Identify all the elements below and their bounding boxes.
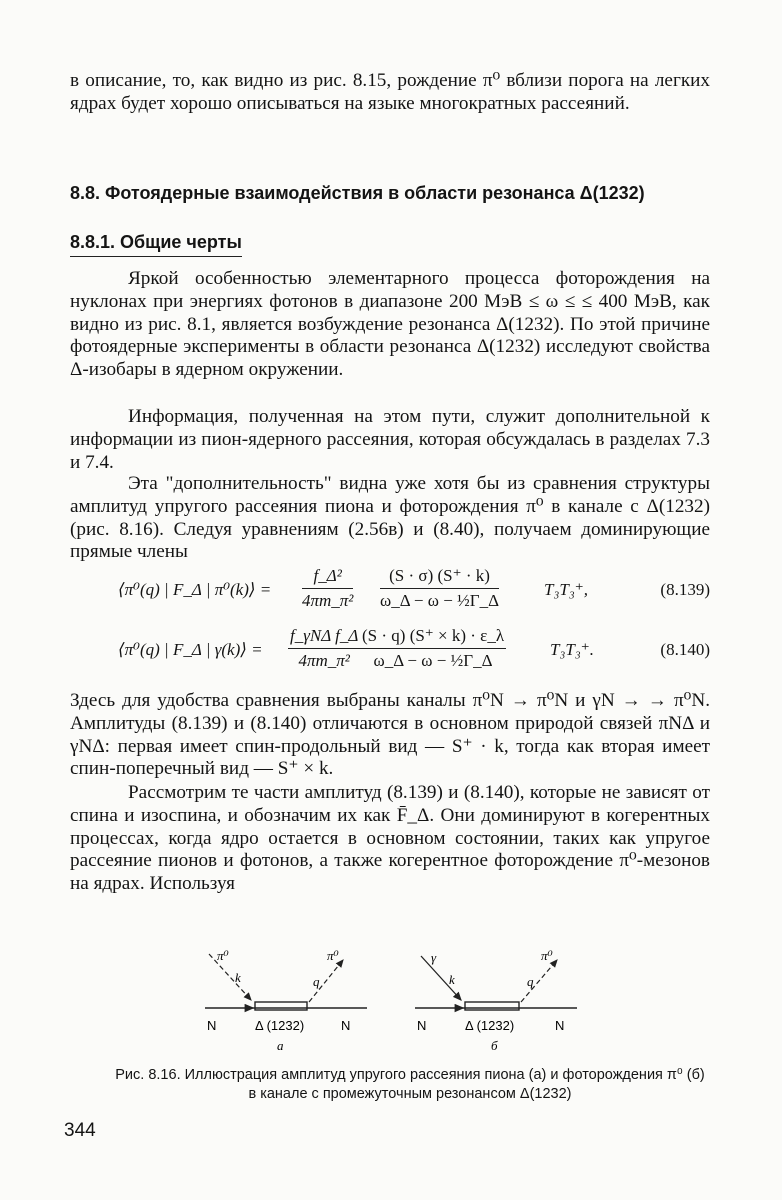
diagram-b xyxy=(415,948,577,1053)
fraction-denominator: 4πm_π² xyxy=(298,651,350,670)
incoming-momentum-label: k xyxy=(235,970,241,985)
fraction-denominator: ω_Δ − ω − ½Γ_Δ xyxy=(373,651,493,670)
paragraph-4: Здесь для удобства сравнения выбраны каналы π⁰N → π⁰N и γN → → π⁰N. Амплитуды (8.139) и (8.140) отличаются в основном природой связей πNΔ и γNΔ: первая имеет спин-продольный вид — S⁺ · k, тогда как вторая имеет спин-поперечный вид — S⁺ × k. xyxy=(70,690,710,780)
resonance-propagator xyxy=(255,1002,307,1010)
paragraph-1: Яркой особенностью элементарного процесса фоторождения на нуклонах при энергиях фотонов в диапазоне 200 МэВ ≤ ω ≤ ≤ 400 МэВ, как видно из рис. 8.1, является возбуждение резонанса Δ(1232). По этой причине фотоядерные эксперименты в области резонанса Δ(1232) исследуют свойства Δ-изобары в ядерном окружении. xyxy=(70,268,710,381)
resonance-label: Δ (1232) xyxy=(465,1018,515,1033)
fraction-denominator: 4πm_π² xyxy=(302,591,354,610)
incoming-particle-label: γ xyxy=(431,950,437,965)
equation-lhs: ⟨π⁰(q) | F_Δ | π⁰(k)⟩ = xyxy=(118,580,272,599)
equation-propagator-fraction xyxy=(380,566,499,611)
incoming-photon-line xyxy=(421,956,461,1000)
outgoing-momentum-label: q xyxy=(527,974,534,989)
equation-isospin-factor: T₃T₃⁺. xyxy=(550,640,594,659)
panel-label-b: б xyxy=(491,1038,498,1053)
outgoing-particle-label: π⁰ xyxy=(541,948,553,963)
fraction-numerator: f_Δ² xyxy=(302,566,353,589)
equation-lhs: ⟨π⁰(q) | F_Δ | γ(k)⟩ = xyxy=(118,640,263,659)
fraction-denominator: ω_Δ − ω − ½Γ_Δ xyxy=(380,591,500,610)
equation-coupling-fraction xyxy=(288,626,360,671)
equation-number: (8.139) xyxy=(660,580,710,599)
subsection-title: 8.8.1. Общие черты xyxy=(70,232,242,257)
outgoing-momentum-label: q xyxy=(313,974,320,989)
incoming-pion-line xyxy=(209,954,251,1000)
incoming-particle-label: π⁰ xyxy=(217,948,229,963)
resonance-label: Δ (1232) xyxy=(255,1018,305,1033)
page-number: 344 xyxy=(64,1120,96,1141)
nucleon-in-label: N xyxy=(207,1018,217,1033)
outgoing-particle-label: π⁰ xyxy=(327,948,339,963)
nucleon-out-label: N xyxy=(555,1018,565,1033)
feynman-diagrams-figure xyxy=(195,946,585,1056)
equation-coupling-fraction xyxy=(302,566,353,611)
equation-number: (8.140) xyxy=(660,640,710,659)
nucleon-out-label: N xyxy=(341,1018,351,1033)
figure-caption: Рис. 8.16. Иллюстрация амплитуд упругого рассеяния пиона (а) и фоторождения π⁰ (б) в канале с промежуточным резонансом Δ(1232) xyxy=(115,1067,705,1102)
fraction-numerator: f_γNΔ f_Δ xyxy=(288,626,360,649)
equation-8-139 xyxy=(118,566,710,618)
section-title: 8.8. Фотоядерные взаимодействия в области резонанса Δ(1232) xyxy=(70,183,645,203)
fraction-numerator: (S · q) (S⁺ × k) · ε_λ xyxy=(360,626,506,649)
intro-paragraph: в описание, то, как видно из рис. 8.15, рождение π⁰ вблизи порога на легких ядрах будет хорошо описываться на языке многократных рассеяний. xyxy=(70,70,710,114)
paragraph-3: Эта "дополнительность" видна уже хотя бы из сравнения структуры амплитуд упругого рассеяния пиона и фоторождения π⁰ в канале с Δ(1232) (рис. 8.16). Следуя уравнениям (2.56в) и (8.40), получаем доминирующие прямые члены xyxy=(70,473,710,563)
panel-label-a: а xyxy=(277,1038,284,1053)
paragraph-2: Информация, полученная на этом пути, служит дополнительной к информации из пион-ядерного рассеяния, которая обсуждалась в разделах 7.3 и 7.4. xyxy=(70,406,710,473)
diagram-a xyxy=(205,948,367,1053)
equation-isospin-factor: T₃T₃⁺, xyxy=(544,580,588,599)
incoming-momentum-label: k xyxy=(449,972,455,987)
paragraph-5: Рассмотрим те части амплитуд (8.139) и (8.140), которые не зависят от спина и изоспина, и обозначим их как F̄_Δ. Они доминируют в когерентных процессах, когда ядро остается в основном состоянии, таких как упругое рассеяние пионов и фотонов, а также когерентное фоторождение π⁰-мезонов на ядрах. Используя xyxy=(70,782,710,895)
equation-propagator-fraction xyxy=(360,626,506,671)
resonance-propagator xyxy=(465,1002,519,1010)
fraction-numerator: (S · σ) (S⁺ · k) xyxy=(380,566,499,589)
equation-8-140 xyxy=(118,626,710,678)
nucleon-in-label: N xyxy=(417,1018,427,1033)
